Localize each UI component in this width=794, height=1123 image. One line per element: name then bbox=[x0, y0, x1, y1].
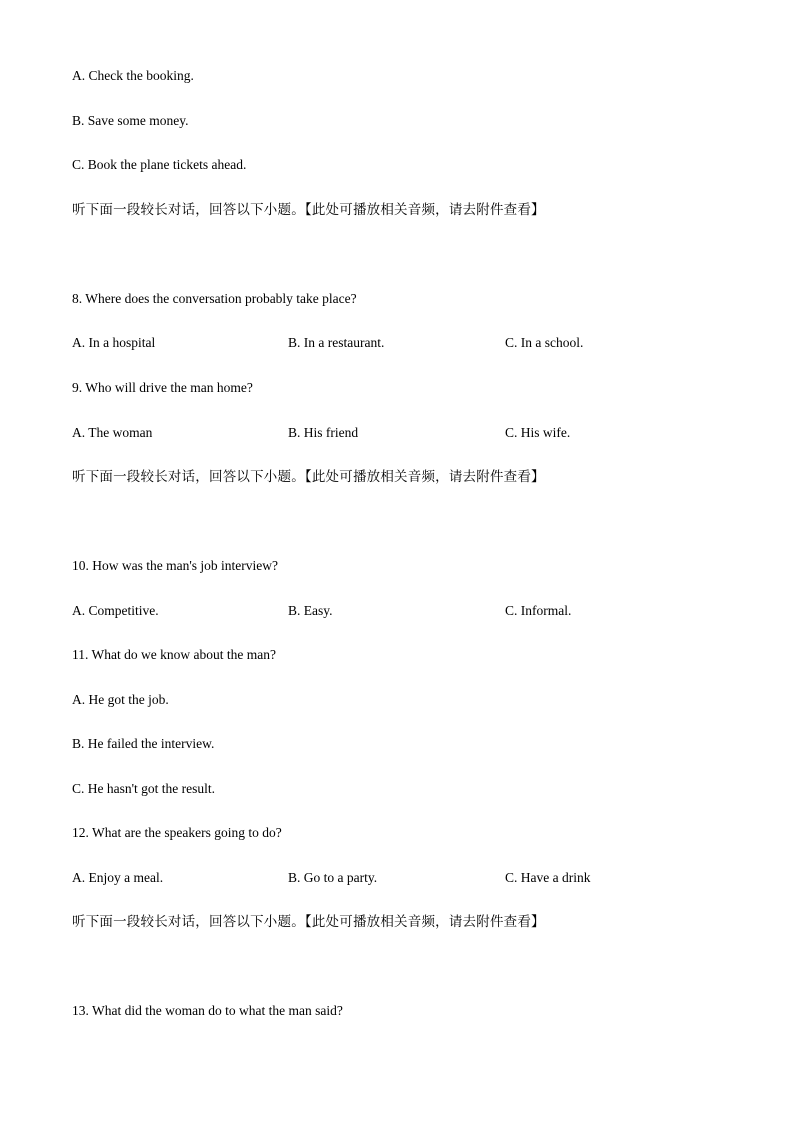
q12-option-c: C. Have a drink bbox=[505, 870, 591, 885]
section-instruction-1: 听下面一段较长对话，回答以下小题。【此处可播放相关音频，请去附件查看】 bbox=[72, 202, 545, 218]
q10-question: 10. How was the man's job interview? bbox=[72, 558, 279, 573]
q8-option-a: A. In a hospital bbox=[72, 335, 156, 350]
q8-options bbox=[72, 335, 722, 351]
q7-option-b: B. Save some money. bbox=[72, 113, 189, 128]
section-instruction-2: 听下面一段较长对话，回答以下小题。【此处可播放相关音频，请去附件查看】 bbox=[72, 469, 545, 485]
q10-options bbox=[72, 603, 722, 619]
q11-option-b: B. He failed the interview. bbox=[72, 736, 215, 751]
q9-option-c: C. His wife. bbox=[505, 425, 571, 440]
q9-option-a: A. The woman bbox=[72, 425, 153, 440]
q9-option-b: B. His friend bbox=[288, 425, 359, 440]
q13-question: 13. What did the woman do to what the man said? bbox=[72, 1003, 343, 1018]
q9-question: 9. Who will drive the man home? bbox=[72, 380, 253, 395]
q12-option-a: A. Enjoy a meal. bbox=[72, 870, 164, 885]
q8-question: 8. Where does the conversation probably take place? bbox=[72, 291, 357, 306]
q10-option-c: C. Informal. bbox=[505, 603, 572, 618]
q12-options bbox=[72, 870, 722, 886]
q9-options bbox=[72, 425, 722, 441]
q7-option-a: A. Check the booking. bbox=[72, 68, 194, 83]
q8-option-c: C. In a school. bbox=[505, 335, 584, 350]
section-instruction-3: 听下面一段较长对话，回答以下小题。【此处可播放相关音频，请去附件查看】 bbox=[72, 914, 545, 930]
q11-option-a: A. He got the job. bbox=[72, 692, 169, 707]
q11-option-c: C. He hasn't got the result. bbox=[72, 781, 216, 796]
q12-question: 12. What are the speakers going to do? bbox=[72, 825, 282, 840]
q8-option-b: B. In a restaurant. bbox=[288, 335, 385, 350]
q11-question: 11. What do we know about the man? bbox=[72, 647, 276, 662]
q7-option-c: C. Book the plane tickets ahead. bbox=[72, 157, 247, 172]
q12-option-b: B. Go to a party. bbox=[288, 870, 378, 885]
q10-option-b: B. Easy. bbox=[288, 603, 333, 618]
q10-option-a: A. Competitive. bbox=[72, 603, 159, 618]
